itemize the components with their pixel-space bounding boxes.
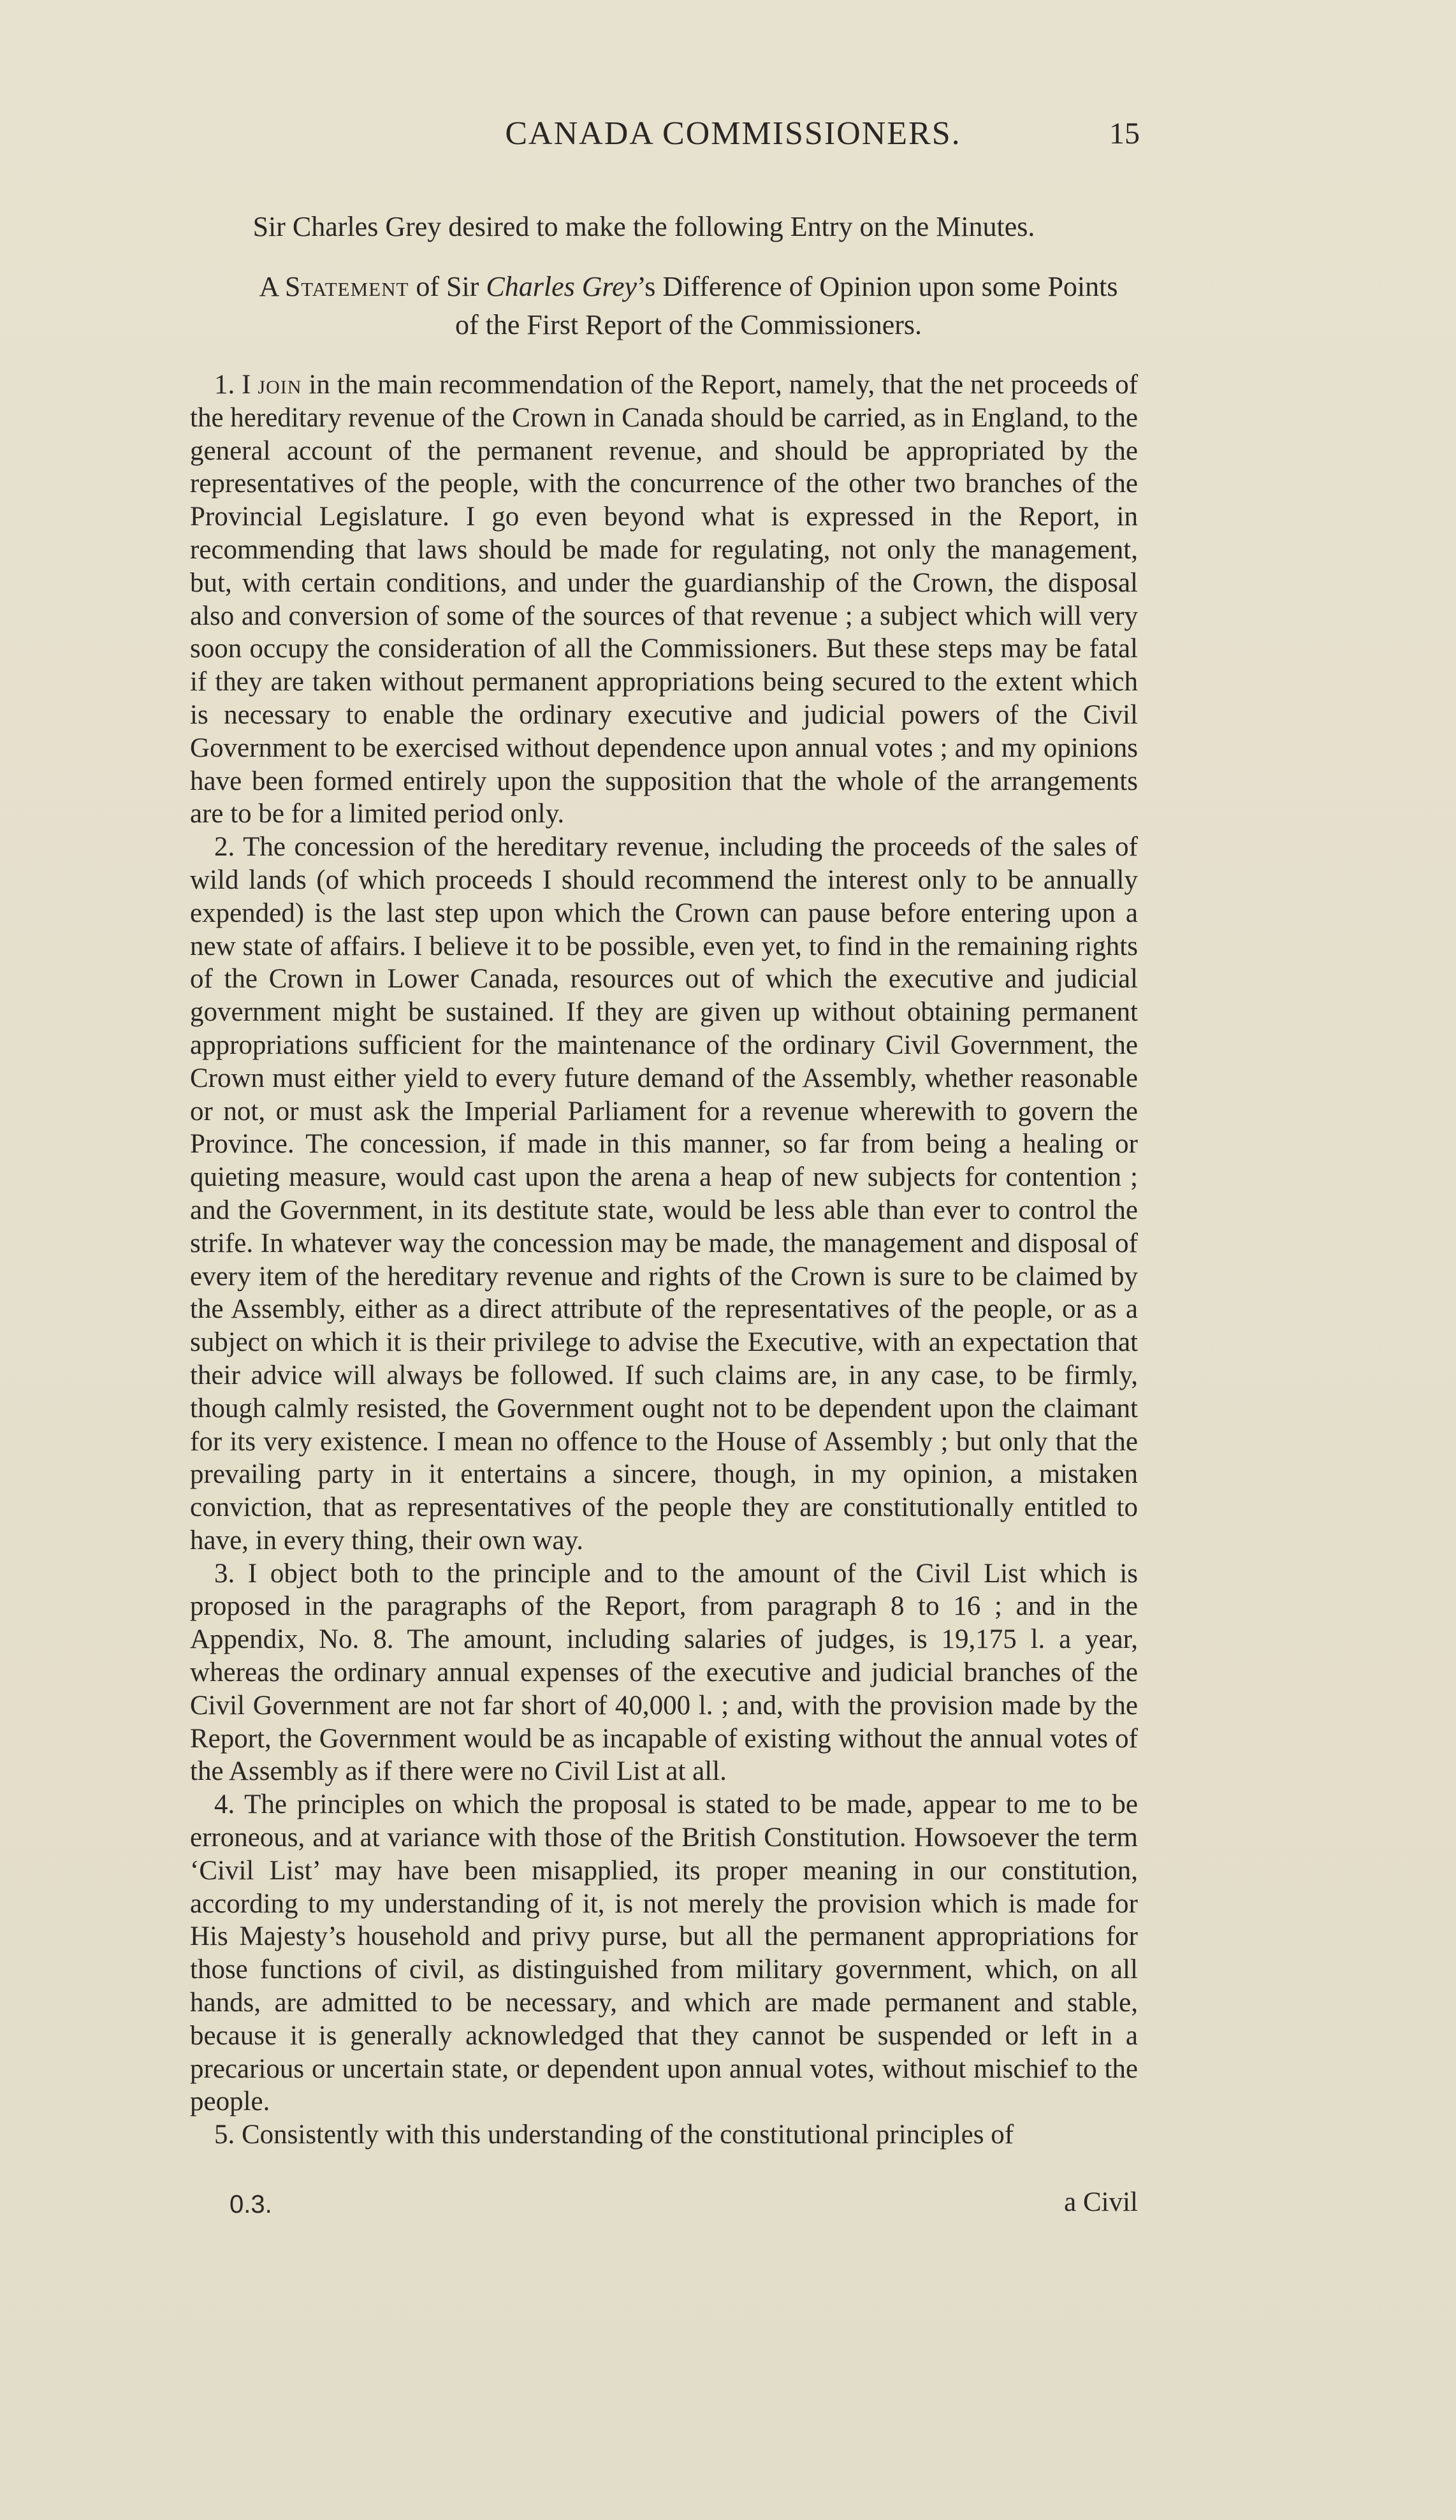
paragraph-text: in the main recommendation of the Report, namely, that the net proceeds of the hereditary revenue of the Crown in Canada should be carried, as in England, to the general account of the permanent revenue, and should be appropriated by the representatives of the people, with the concurrence of the other two branches of the Provincial Legislature. I go even beyond what is expressed in the Report, in recommending that laws should be made for regulating, not only the management, but, with certain conditions, and under the guardianship of the Crown, the disposal also and conversion of some of the sources of that revenue ; a subject which will very soon occupy the consideration of all the Commissioners. But these steps may be fatal if they are taken without permanent appropriations being secured to the extent which is necessary to enable the ordinary executive and judicial powers of the Civil Government to be exercised without dependence upon annual votes ; and my opinions have been formed entirely upon the supposition that the whole of the arrangements are to be for a limited period only. — [190, 370, 1139, 829]
paragraph-text: The concession of the hereditary revenue, including the proceeds of the sales of wild lands (of which proceeds I should recommend the interest only to be annually expended) is the last step upon which the Crown can pause before entering upon a new state of affairs. I believe it to be possible, even yet, to find in the remaining rights of the Crown in Lower Canada, resources out of which the executive and judicial government might be sustained. If they are given up without obtaining permanent appropriations sufficient for the maintenance of the ordinary Civil Government, the Crown must either yield to every future demand of the Assembly, whether reasonable or not, or must ask the Imperial Parliament for a revenue wherewith to govern the Province. The concession, if made in this manner, so far from being a healing or quieting measure, would cast upon the arena a heap of new subjects for contention ; and the Government, in its destitute state, would be less able than ever to control the strife. In whatever way the concession may be made, the management and disposal of every item of the hereditary revenue and rights of the Crown is sure to be claimed by the Assembly, either as a direct attribute of the representatives of the people, or as a subject on which it is their privilege to advise the Executive, with an expectation that their advice will always be followed. If such claims are, in any case, to be firmly, though calmly resisted, the Government ought not to be dependent upon the claimant for its very existence. I mean no offence to the House of Assembly ; but only that the prevailing party in it entertains a sincere, though, in my opinion, a mistaken conviction, that as representatives of the people they are constitutionally entitled to have, in every thing, their own way. — [190, 832, 1138, 1555]
statement-name: Charles Grey — [486, 271, 637, 302]
paragraph-number: 4. — [214, 1789, 235, 1820]
paragraph-2 — [190, 831, 1138, 1557]
paragraph-5 — [190, 2118, 1138, 2152]
statement-prefix: A — [259, 271, 278, 302]
statement-title-line-2: of the First Report of the Commissioners. — [455, 309, 922, 340]
statement-rest: ’s Difference of Opinion upon some Points — [637, 271, 1118, 302]
paragraph-text: I object both to the principle and to the amount of the Civil List which is proposed in the paragraphs of the Report, from paragraph 8 to 16 ; and in the Appendix, No. 8. The amount, including salaries of judges, is 19,175 l. a year, whereas the ordinary annual expenses of the executive and judicial branches of the Civil Government are not far short of 40,000 l. ; and, with the provision made by the Report, the Government would be as incapable of existing without the annual votes of the Assembly as if there were no Civil List at all. — [190, 1558, 1139, 1787]
statement-label: Statement — [284, 271, 409, 302]
statement-of: of Sir — [416, 271, 479, 302]
page-number: 15 — [1109, 117, 1140, 150]
intro-line: Sir Charles Grey desired to make the following Entry on the Minutes. — [252, 211, 1035, 242]
paragraph-text: Consistently with this understanding of the constitutional principles of — [242, 2120, 1014, 2150]
signature-mark: 0.3. — [229, 2190, 272, 2218]
paragraph-4 — [190, 1788, 1138, 2118]
paragraph-number: 2. — [214, 832, 235, 863]
catchword: a Civil — [1064, 2187, 1138, 2217]
paragraph-number: 3. — [214, 1558, 235, 1589]
paragraph-1 — [190, 368, 1138, 831]
statement-title-line-1 — [242, 268, 1135, 306]
paragraph-3 — [190, 1557, 1138, 1789]
statement-body — [190, 368, 1138, 2152]
paragraph-number: 5. — [214, 2120, 235, 2150]
paragraph-text: The principles on which the proposal is stated to be made, appear to me to be erroneous, and at variance with those of the British Constitution. Howsoever the term ‘Civil List’ may have been misapplied, its proper meaning in our constitution, according to my understanding of it, is not merely the provision which is made for His Majesty’s household and privy purse, but all the permanent appropriations for those functions of civil, as distinguished from military government, which, on all hands, are admitted to be necessary, and which are made permanent and stable, because it is generally acknowledged that they cannot be suspended or left in a precarious or uncertain state, or dependent upon annual votes, without mischief to the people. — [190, 1789, 1138, 2117]
running-header: CANADA COMMISSIONERS. — [505, 115, 961, 152]
statement-title — [242, 268, 1135, 344]
paragraph-number: 1. — [214, 370, 235, 400]
paragraph-lead: I — [242, 370, 251, 400]
paragraph-lead-smallcaps: join — [258, 370, 302, 400]
